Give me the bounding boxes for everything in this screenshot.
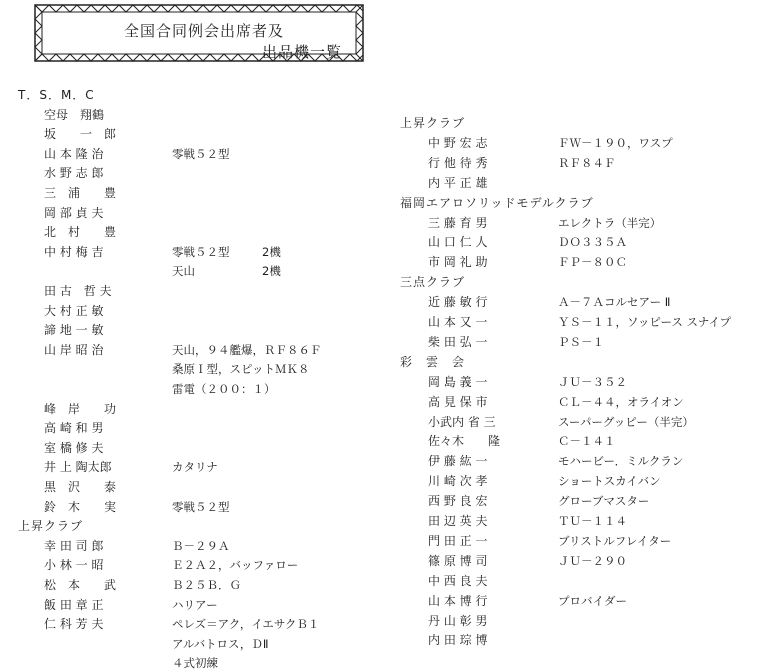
model-entry: ショートスカイバン [558,474,661,489]
model-entry: 天山 [172,264,195,279]
member-name: 柴 田 弘 一 [428,334,488,349]
model-entry: グローブマスター [558,494,650,509]
member-name: 西 野 良 宏 [428,494,488,509]
member-name: 丹 山 彰 男 [428,613,488,628]
member-name: 北 村 豊 [44,225,117,240]
member-name: 坂 一 郎 [44,127,117,142]
member-name: 篠 原 博 司 [428,553,488,568]
model-entry: ＰＳ－１ [558,334,604,349]
member-name: 山 口 仁 人 [428,235,488,250]
model-entry: ＣＬ－４４，オライオン [558,394,684,409]
club-heading: 福岡エアロソリッドモデルクラブ [400,195,594,210]
member-name: 幸 田 司 郎 [44,538,104,553]
model-count: 2機 [262,244,281,259]
member-name: 岡 島 義 一 [428,374,488,389]
model-entry: ＹＳ－１１，ソッピース スナイプ [558,315,732,329]
model-entry: Ｂ２５Ｂ．Ｇ [172,578,241,592]
member-name: 伊 藤 紘 一 [428,454,488,469]
model-entry: ＤＯ３３５Ａ [558,235,627,250]
model-entry: Ａ－７Ａコルセアー Ⅱ [558,295,671,310]
model-entry: Ｅ２Ａ２，バッファロー [172,558,299,573]
club-heading: 上昇クラブ [18,519,84,534]
member-name: 山 本 隆 治 [44,146,104,161]
member-name: 佐々木 隆 [428,434,501,449]
member-name: 鈴 木 実 [44,499,117,514]
model-count: 2機 [262,264,281,279]
model-entry: ＪＵ－３５２ [558,374,627,389]
model-entry: ＲＦ８４Ｆ [558,155,616,170]
member-name: 中 村 梅 吉 [44,244,104,259]
model-entry: カタリナ [172,460,218,475]
model-entry: ハリアー [172,597,218,612]
club-heading: 彩 雲 会 [400,354,466,369]
model-entry: ４式初練 [172,656,218,671]
member-name: 門 田 正 一 [428,533,488,548]
model-entry: 桑原Ｉ型，スピットＭＫ８ [172,362,310,377]
model-entry: 零戦５２型 [172,499,230,514]
model-entry: Ｂ－２９Ａ [172,538,230,553]
model-entry: 天山，９４艦爆，ＲＦ８６Ｆ [172,342,322,357]
model-entry: ブリストルフレイター [558,533,672,548]
member-name: 仁 科 芳 夫 [44,617,104,632]
title-line-1: 全国合同例会出席者及 [124,22,285,40]
member-name: 川 崎 次 孝 [428,474,488,489]
model-entry: エレクトラ（半完） [558,215,662,230]
member-name: 諦 地 一 敏 [44,323,104,338]
model-entry: 零戦５２型 [172,146,230,161]
member-name: 山 本 又 一 [428,315,488,329]
model-entry: モハービー．ミルクラン [558,454,684,469]
member-name: 黒 沢 泰 [44,480,117,494]
model-entry: スーパーグッピー（半完） [558,414,694,429]
member-name: 山 岸 昭 治 [44,342,104,357]
member-name: 三 藤 育 男 [428,215,488,230]
member-name: 近 藤 敏 行 [428,295,488,310]
title-line-2: 出品機一覧 [262,43,343,61]
member-name: 室 橋 修 夫 [44,440,104,455]
club-heading: T．S．M．C [18,88,95,102]
member-name: 水 野 志 郎 [44,166,104,181]
club-heading: 上昇クラブ [400,116,466,130]
member-name: 空母 翔鶴 [44,107,105,122]
member-name: 中 野 宏 志 [428,135,488,150]
member-name: 山 本 博 行 [428,593,488,608]
model-entry: ペレズ＝アク，イエサクＢ１ [172,617,320,632]
member-name: 田 古 哲 夫 [44,284,112,298]
member-name: 飯 田 章 正 [44,597,104,612]
member-name: 峰 岸 功 [44,401,117,416]
member-name: 松 本 武 [44,578,117,592]
member-name: 大 村 正 敏 [44,303,104,318]
member-name: 三 浦 豊 [44,186,117,200]
member-name: 高 見 保 市 [428,394,488,409]
model-entry: ＦＰ－８０Ｃ [558,255,627,270]
model-entry: ＦＷ－１９０，ワスプ [558,135,673,150]
member-name: 小 林 一 昭 [44,558,104,573]
model-entry: 零戦５２型 [172,244,230,259]
model-entry: ＴＵ－１１４ [558,514,627,528]
member-name: 小武内 省 三 [428,414,496,429]
member-name: 内 田 琮 博 [428,633,488,648]
model-entry: Ｃ－１４１ [558,434,616,449]
model-entry: アルバトロス，ＤⅡ [172,636,269,651]
model-entry: 雷電（２００：１） [172,382,276,396]
member-name: 井 上 陶太郎 [44,460,112,475]
member-name: 高 崎 和 男 [44,421,104,436]
club-heading: 三点クラブ [400,275,466,290]
model-entry: プロバイダー [558,593,627,608]
member-name: 田 辺 英 夫 [428,514,488,528]
member-name: 内 平 正 雄 [428,175,488,190]
member-name: 中 西 良 夫 [428,573,488,588]
member-name: 岡 部 貞 夫 [44,205,104,220]
title-box [34,4,364,62]
member-name: 市 岡 礼 助 [428,255,488,270]
member-name: 行 他 待 秀 [428,155,488,170]
model-entry: ＪＵ－２９０ [558,553,627,568]
